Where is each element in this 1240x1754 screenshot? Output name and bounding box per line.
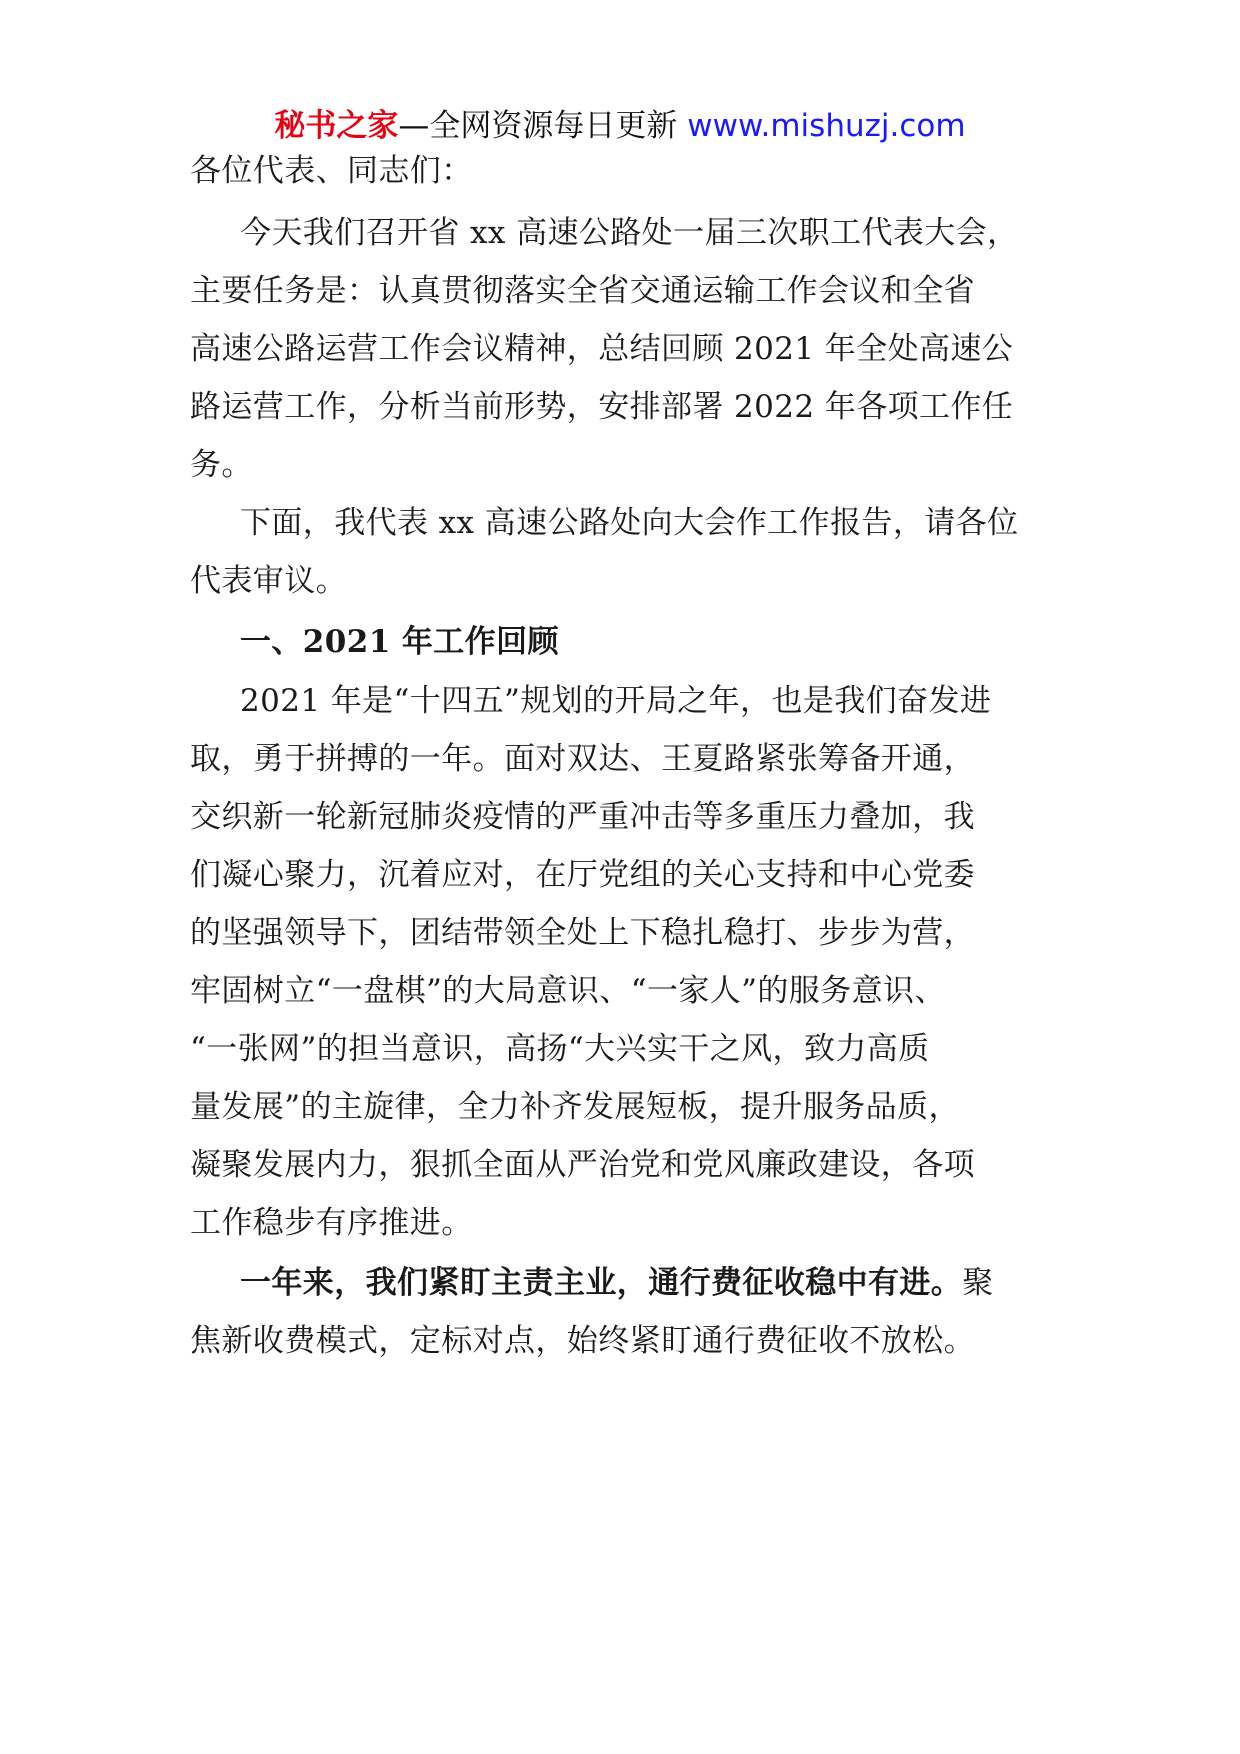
site-url-link[interactable]: www.mishuzj.com	[687, 108, 966, 144]
paragraph-line: 路运营工作，分析当前形势，安排部署 2022 年各项工作任	[190, 389, 1014, 425]
paragraph-line: 主要任务是：认真贯彻落实全省交通运输工作会议和全省	[190, 273, 975, 309]
paragraph-line: 代表审议。	[190, 563, 347, 599]
paragraph-line: 牢固树立“一盘棋”的大局意识、“一家人”的服务意识、	[190, 973, 946, 1009]
paragraph-line: 取，勇于拼搏的一年。面对双达、王夏路紧张筹备开通，	[190, 741, 975, 777]
paragraph-line	[240, 1258, 994, 1308]
paragraph-line: “一张网”的担当意识，高扬“大兴实干之风，致力高质	[190, 1031, 930, 1067]
paragraph-line: 工作稳步有序推进。	[190, 1205, 473, 1241]
paragraph-line: 量发展”的主旋律，全力补齐发展短板，提升服务品质，	[190, 1089, 960, 1125]
site-header	[0, 96, 1240, 156]
section-heading: 一、2021 年工作回顾	[240, 624, 559, 660]
paragraph-text: 聚	[962, 1265, 994, 1301]
paragraph-line: 交织新一轮新冠肺炎疫情的严重冲击等多重压力叠加，我	[190, 799, 975, 835]
paragraph-line: 的坚强领导下，团结带领全处上下稳扎稳打、步步为营，	[190, 915, 975, 951]
bold-lead-sentence: 一年来，我们紧盯主责主业，通行费征收稳中有进。	[240, 1265, 963, 1301]
paragraph-line: 焦新收费模式，定标对点，始终紧盯通行费征收不放松。	[190, 1323, 975, 1359]
paragraph-line: 高速公路运营工作会议精神，总结回顾 2021 年全处高速公	[190, 331, 1014, 367]
site-brand: 秘书之家	[274, 108, 399, 144]
paragraph-line: 今天我们召开省 xx 高速公路处一届三次职工代表大会，	[240, 215, 1019, 251]
paragraph-line: 2021 年是“十四五”规划的开局之年，也是我们奋发进	[240, 683, 992, 719]
paragraph-line: 下面，我代表 xx 高速公路处向大会作工作报告，请各位	[240, 505, 1019, 541]
site-tagline: —全网资源每日更新	[398, 108, 688, 144]
paragraph-line: 们凝心聚力，沉着应对，在厅党组的关心支持和中心党委	[190, 857, 975, 893]
paragraph-line: 凝聚发展内力，狠抓全面从严治党和党风廉政建设，各项	[190, 1147, 975, 1183]
paragraph-line: 务。	[190, 447, 253, 483]
salutation: 各位代表、同志们：	[190, 153, 473, 189]
